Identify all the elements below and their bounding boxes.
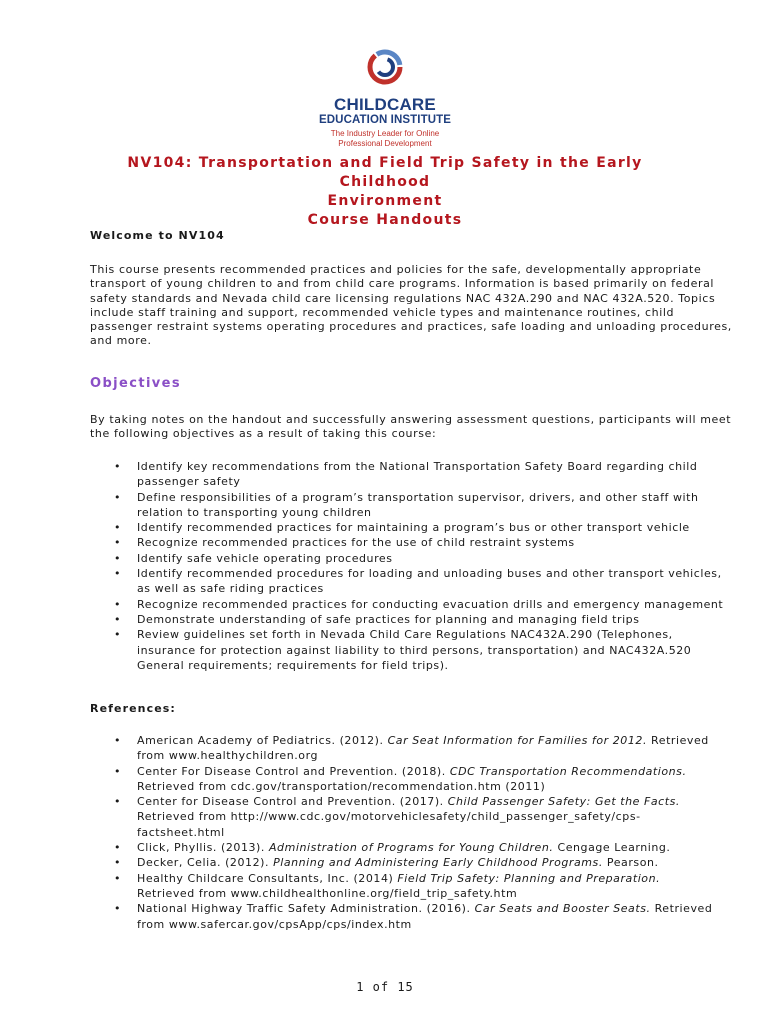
reference-author: National Highway Traffic Safety Administration. (2016). [137, 902, 475, 916]
objective-item [90, 566, 722, 597]
logo-tagline-line2: Professional Development [338, 139, 432, 148]
reference-line: Retrieved from www.childhealthonline.org/field_trip_safety.htm [137, 886, 518, 900]
reference-item [90, 733, 709, 764]
welcome-paragraph [90, 263, 732, 349]
reference-line [137, 901, 713, 916]
references-list [90, 733, 713, 932]
reference-suffix: Retrieved [650, 902, 713, 916]
objective-item [90, 627, 700, 673]
objective-line: • Review guidelines set forth in Nevada Child Care Regulations NAC432A.290 (Telephones, [137, 628, 673, 642]
objective-item [90, 597, 724, 612]
objective-item [90, 520, 700, 535]
reference-author: Decker, Celia. (2012). [137, 856, 274, 870]
objective-line: insurance for protection against liability to third persons, transportation) and NAC432A.520 [137, 643, 692, 657]
objective-item [90, 459, 700, 490]
reference-author: American Academy of Pediatrics. (2012). [137, 734, 388, 747]
reference-title: Field Trip Safety: Planning and Preparation. [397, 871, 661, 885]
objective-line: • Identify recommended practices for maintaining a program’s bus or other transport vehicle [137, 521, 690, 535]
references-heading: References: [90, 702, 176, 715]
objective-line: General requirements; requirements for field trips). [137, 658, 449, 672]
objective-line: • Identify key recommendations from the National Transportation Safety Board regarding child [137, 460, 698, 473]
objectives-intro [90, 413, 732, 442]
reference-line: from www.safercar.gov/cpsApp/cps/index.htm [137, 917, 412, 931]
objective-line: • Define responsibilities of a program’s transportation supervisor, drivers, and other staff with [137, 490, 699, 504]
reference-line: factsheet.html [137, 825, 225, 839]
reference-title: CDC Transportation Recommendations. [449, 764, 687, 778]
reference-item [90, 901, 713, 932]
reference-item [90, 871, 700, 902]
reference-line [137, 871, 700, 886]
title-line2: Environment [327, 193, 443, 209]
welcome-heading: Welcome to NV104 [90, 229, 225, 242]
objective-line: • Demonstrate understanding of safe practices for planning and managing field trips [137, 612, 640, 626]
welcome-line: safety standards and Nevada child care licensing regulations NAC 432A.290 and NAC 432A.520. Topics [90, 291, 716, 305]
childcare-education-institute-logo [315, 46, 455, 156]
reference-suffix: Pearson. [602, 856, 659, 870]
objective-item [90, 535, 700, 550]
objectives-intro-line: By taking notes on the handout and successfully answering assessment questions, participants will meet [90, 413, 732, 426]
reference-line [137, 840, 700, 855]
reference-title: Administration of Programs for Young Children. [268, 841, 554, 855]
reference-line: from www.healthychildren.org [137, 749, 318, 763]
logo-rings-icon [365, 46, 405, 88]
reference-item [90, 840, 700, 855]
objective-item [90, 612, 700, 627]
title-line1: NV104: Transportation and Field Trip Safety in the Early Childhood [127, 155, 643, 190]
reference-title: Child Passenger Safety: Get the Facts. [447, 795, 680, 809]
objective-line: • Recognize recommended practices for conducting evacuation drills and emergency management [137, 597, 724, 611]
reference-author: Click, Phyllis. (2013). [137, 841, 269, 855]
reference-item [90, 764, 700, 795]
objective-item [90, 490, 700, 521]
reference-item [90, 855, 700, 870]
reference-line [137, 733, 709, 748]
objective-line: • Identify safe vehicle operating procedures [137, 551, 393, 565]
reference-line [137, 764, 700, 779]
objective-item [90, 551, 700, 566]
course-title [80, 154, 690, 230]
reference-title: Planning and Administering Early Childhood Programs. [273, 856, 603, 870]
reference-item [90, 794, 700, 840]
welcome-line: This course presents recommended practices and policies for the safe, developmentally appropriate [90, 263, 702, 276]
logo-name-line1: CHILDCARE [334, 95, 436, 114]
logo-tagline-line1: The Industry Leader for Online [330, 129, 440, 138]
objective-line: • Identify recommended procedures for loading and unloading buses and other transport vehicles, [137, 567, 722, 581]
page-number: 1 of 15 [356, 980, 414, 994]
reference-author: Healthy Childcare Consultants, Inc. (2014) [137, 871, 398, 885]
objectives-intro-line: the following objectives as a result of taking this course: [90, 427, 437, 441]
welcome-line: transport of young children to and from child care programs. Information is based primarily on federal [90, 277, 715, 291]
objective-line: as well as safe riding practices [137, 582, 324, 596]
reference-author: Center for Disease Control and Prevention. (2017). [137, 795, 448, 809]
reference-title: Car Seats and Booster Seats. [474, 902, 651, 916]
welcome-line: include staff training and support, recommended vehicle types and maintenance routines, child [90, 305, 675, 319]
objectives-heading: Objectives [90, 376, 182, 391]
objectives-list [90, 459, 724, 673]
reference-line [137, 794, 700, 809]
title-line3: Course Handouts [307, 212, 463, 228]
reference-line: Retrieved from http://www.cdc.gov/motorvehiclesafety/child_passenger_safety/cps- [137, 810, 641, 824]
reference-suffix: Cengage Learning. [553, 841, 671, 855]
welcome-line: passenger restraint systems operating procedures and practices, safe loading and unloading procedures, [90, 320, 732, 334]
welcome-line: and more. [90, 334, 152, 348]
logo-name-line2: EDUCATION INSTITUTE [318, 114, 452, 126]
objective-line: relation to transporting young children [137, 505, 372, 519]
reference-suffix: Retrieved [647, 734, 709, 747]
reference-line [137, 855, 700, 870]
reference-title: Car Seat Information for Families for 2012. [387, 734, 647, 747]
logo-wordmark [315, 96, 455, 127]
logo-tagline [315, 129, 455, 149]
reference-author: Center For Disease Control and Prevention. (2018). [137, 764, 450, 778]
objective-line: passenger safety [137, 475, 241, 489]
reference-line: Retrieved from cdc.gov/transportation/recommendation.htm (2011) [137, 779, 546, 793]
objective-line: • Recognize recommended practices for the use of child restraint systems [137, 536, 575, 550]
